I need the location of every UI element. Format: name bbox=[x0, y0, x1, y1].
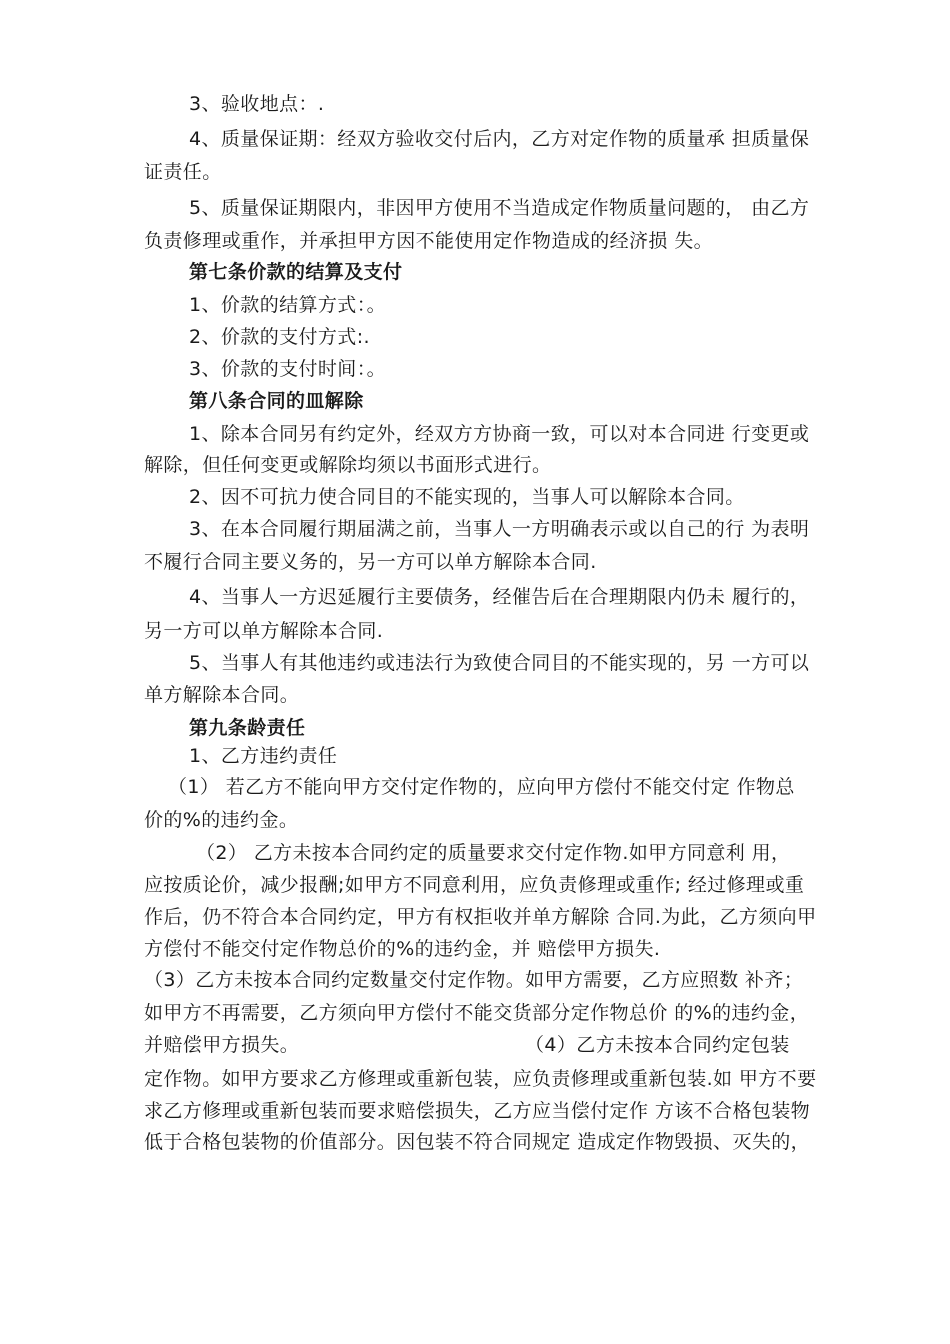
clause-9-1-3-line-2: 如甲方不再需要，乙方须向甲方偿付不能交货部分定作物总价 的%的违约金， bbox=[144, 1002, 810, 1024]
clause-9-1-title: 1、乙方违约责任 bbox=[189, 745, 338, 767]
clause-8-2: 2、因不可抗力使合同目的不能实现的，当事人可以解除本合同。 bbox=[189, 486, 745, 508]
clause-9-1-4-line-3: 求乙方修理或重新包装而要求赔偿损失，乙方应当偿付定作 方该不合格包装物 bbox=[144, 1100, 811, 1122]
article-8-heading: 第八条合同的皿解除 bbox=[189, 390, 364, 412]
clause-9-1-2-line-2: 应按质论价，减少报酬;如甲方不同意利用，应负责修理或重作; 经过修理或重 bbox=[144, 874, 805, 896]
clause-6-4-line-1: 4、质量保证期：经双方验收交付后内，乙方对定作物的质量承 担质量保 bbox=[189, 128, 810, 150]
clause-6-3: 3、验收地点：. bbox=[189, 93, 325, 115]
clause-7-1: 1、价款的结算方式：。 bbox=[189, 294, 386, 316]
clause-8-5-line-1: 5、当事人有其他违约或违法行为致使合同目的不能实现的，另 一方可以 bbox=[189, 652, 810, 674]
clause-9-1-4-line-4: 低于合格包装物的价值部分。因包装不符合同规定 造成定作物毁损、灭失的， bbox=[144, 1131, 811, 1153]
clause-8-4-line-1: 4、当事人一方迟延履行主要债务，经催告后在合理期限内仍未 履行的， bbox=[189, 586, 810, 608]
clause-9-1-4-line-2: 定作物。如甲方要求乙方修理或重新包装，应负责修理或重新包装.如 甲方不要 bbox=[144, 1068, 817, 1090]
clause-9-1-2-line-3: 作后，仍不符合本合同约定，甲方有权拒收并单方解除 合同.为此，乙方须向甲 bbox=[144, 906, 817, 928]
article-7-heading: 第七条价款的结算及支付 bbox=[189, 261, 403, 283]
clause-6-5-line-2: 负责修理或重作，并承担甲方因不能使用定作物造成的经济损 失。 bbox=[144, 230, 714, 252]
clause-9-1-3-line-3: 并赔偿甲方损失。 bbox=[144, 1034, 300, 1056]
clause-9-1-4-line-1: （4）乙方未按本合同约定包装 bbox=[525, 1034, 790, 1056]
clause-8-3-line-2: 不履行合同主要义务的，另一方可以单方解除本合同. bbox=[144, 551, 597, 573]
clause-7-2: 2、价款的支付方式:. bbox=[189, 326, 370, 348]
article-9-heading: 第九条龄责任 bbox=[189, 717, 306, 739]
clause-6-4-line-2: 证责任。 bbox=[144, 161, 222, 183]
clause-8-5-line-2: 单方解除本合同。 bbox=[144, 684, 300, 706]
clause-9-1-1-line-1: （1） 若乙方不能向甲方交付定作物的，应向甲方偿付不能交付定 作物总 bbox=[168, 776, 795, 798]
clause-8-4-line-2: 另一方可以单方解除本合同. bbox=[144, 620, 384, 642]
clause-9-1-2-line-1: （2） 乙方未按本合同约定的质量要求交付定作物.如甲方同意利 用， bbox=[196, 842, 791, 864]
clause-8-1-line-2: 解除，但任何变更或解除均须以书面形式进行。 bbox=[144, 454, 552, 476]
clause-7-3: 3、价款的支付时间：。 bbox=[189, 358, 386, 380]
clause-6-5-line-1: 5、质量保证期限内，非因甲方使用不当造成定作物质量问题的， 由乙方 bbox=[189, 197, 810, 219]
clause-8-1-line-1: 1、除本合同另有约定外，经双方方协商一致，可以对本合同进 行变更或 bbox=[189, 423, 810, 445]
clause-9-1-1-line-2: 价的%的违约金。 bbox=[144, 809, 299, 831]
clause-9-1-2-line-4: 方偿付不能交付定作物总价的%的违约金，并 赔偿甲方损失. bbox=[144, 938, 661, 960]
clause-8-3-line-1: 3、在本合同履行期届满之前，当事人一方明确表示或以自己的行 为表明 bbox=[189, 518, 810, 540]
clause-9-1-3-line-1: （3）乙方未按本合同约定数量交付定作物。如甲方需要，乙方应照数 补齐； bbox=[144, 969, 804, 991]
